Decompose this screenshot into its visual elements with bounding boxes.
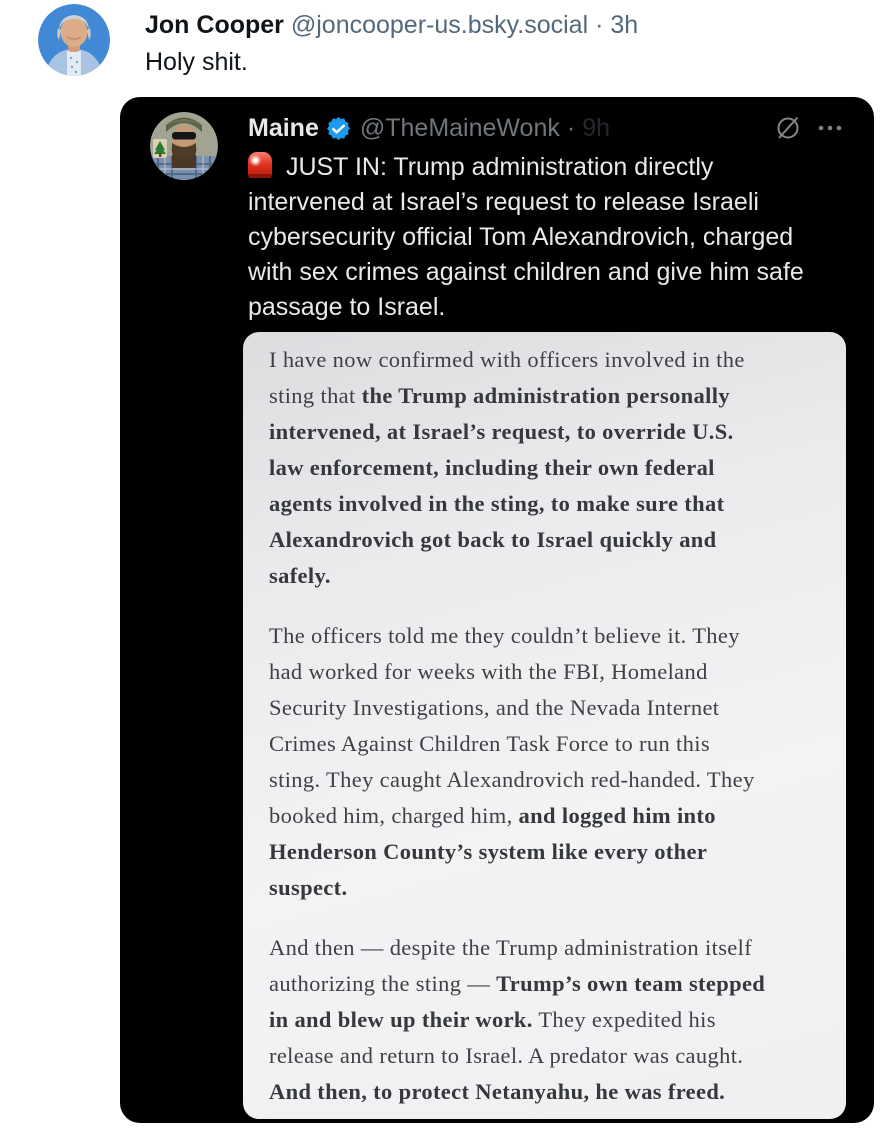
quoted-tweet-image-card[interactable] [120,97,874,1123]
siren-emoji-icon [248,152,272,178]
post-main [145,8,865,80]
letter-line: intervened, at Israel’s request, to override U.S. [269,419,734,444]
quoted-tweet-row [150,112,846,1119]
quoted-separator-dot: · [566,114,576,142]
letter-paragraph [269,618,820,906]
letter-line: The officers told me they couldn’t believe it. They [269,623,740,648]
letter-paragraph [269,930,820,1110]
quoted-timestamp: 9h [582,114,610,142]
quoted-tweet-text-line: intervened at Israel’s request to release Israeli [248,188,759,216]
quoted-author-name: Maine [248,114,319,142]
post-text: Holy shit. [145,48,248,76]
quoted-tweet-content [248,112,846,1119]
quoted-tweet-header [248,112,846,144]
quoted-author-avatar [150,112,218,180]
quoted-tweet-text-line: cybersecurity official Tom Alexandrovich, charged [248,223,794,251]
letter-line: sting. They caught Alexandrovich red-handed. They [269,767,755,792]
quoted-tweet-text-line: with sex crimes against children and give him safe [248,258,804,286]
author-name[interactable]: Jon Cooper [145,11,284,39]
letter-line: Alexandrovich got back to Israel quickly and [269,527,717,552]
quoted-author-avatar-image [150,112,218,180]
verified-badge-icon [326,116,351,141]
separator-dot: · [595,11,604,39]
author-avatar[interactable] [38,4,110,76]
letter-line: sting that the Trump administration personally [269,383,730,408]
letter-line: booked him, charged him, and logged him into [269,803,716,828]
letter-line: Crimes Against Children Task Force to run this [269,731,710,756]
more-icon[interactable] [814,112,846,144]
letter-screenshot-image [243,332,846,1119]
author-avatar-image [38,4,110,76]
post-header [145,8,865,42]
letter-line: I have now confirmed with officers involved in the [269,347,745,372]
letter-line: Security Investigations, and the Nevada Internet [269,695,720,720]
letter-text [269,342,820,1110]
letter-line: And then, to protect Netanyahu, he was freed. [269,1079,726,1104]
letter-paragraph [269,342,820,594]
letter-line: safely. [269,563,331,588]
letter-line: authorizing the sting — Trump’s own team stepped [269,971,766,996]
letter-line: agents involved in the sting, to make sure that [269,491,725,516]
quoted-tweet-text-line: passage to Israel. [248,293,446,321]
letter-line: suspect. [269,875,348,900]
quoted-author-handle: @TheMaineWonk [359,114,560,142]
letter-line: release and return to Israel. A predator was caught. [269,1043,744,1068]
letter-line: had worked for weeks with the FBI, Homeland [269,659,708,684]
post-timestamp[interactable]: 3h [610,11,639,39]
letter-line: law enforcement, including their own federal [269,455,715,480]
letter-line: in and blew up their work. They expedited his [269,1007,716,1032]
author-handle[interactable]: @joncooper-us.bsky.social [290,11,589,39]
letter-line: Henderson County’s system like every other [269,839,708,864]
letter-line: And then — despite the Trump administration itself [269,935,753,960]
grok-icon[interactable] [772,112,804,144]
quoted-tweet-text-line: JUST IN: Trump administration directly [248,150,846,185]
quoted-tweet-text [248,150,846,325]
